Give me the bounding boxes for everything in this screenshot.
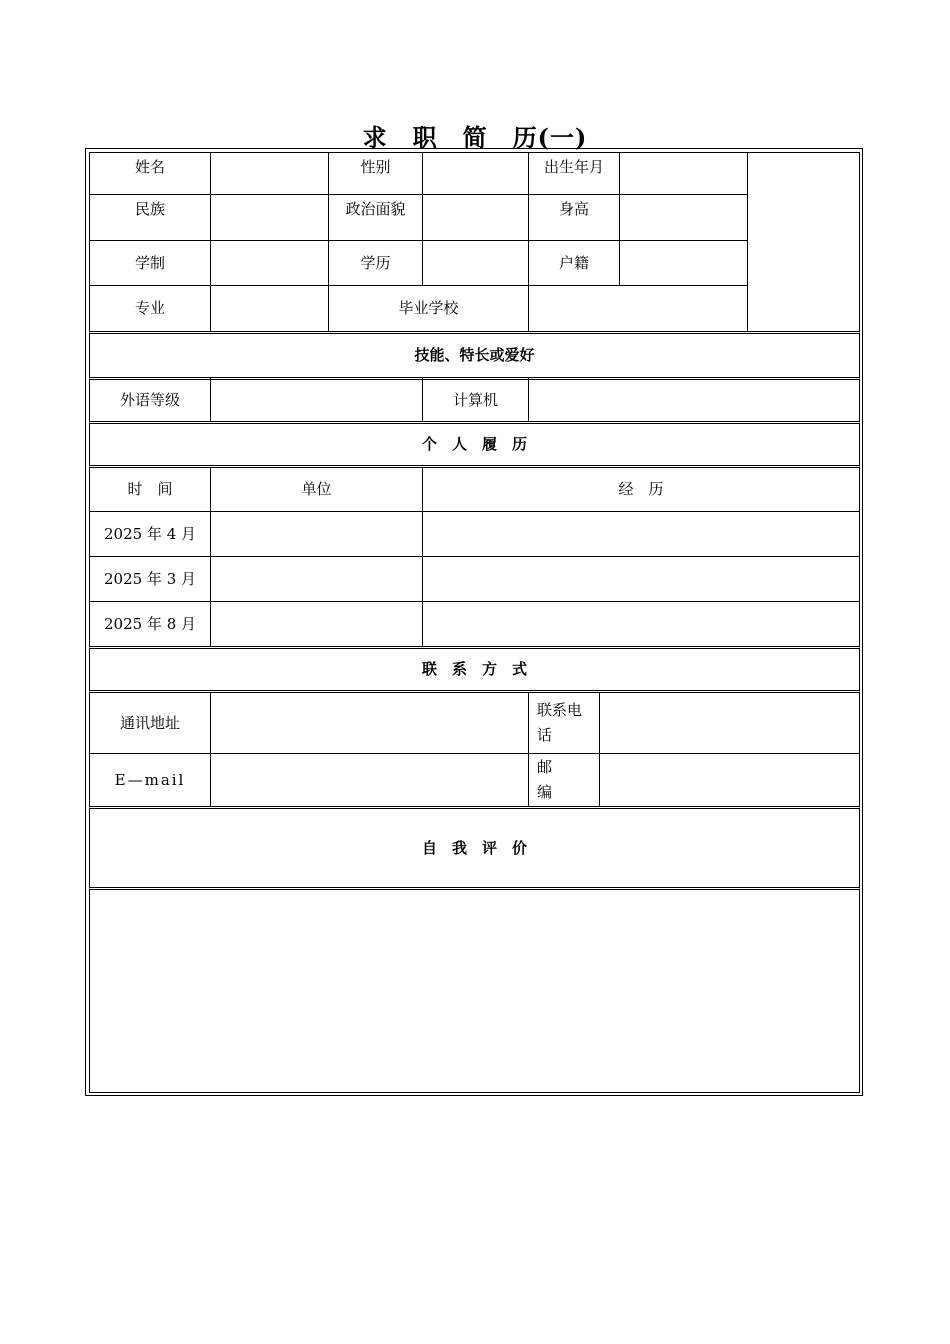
history-exp-2[interactable] xyxy=(422,556,860,602)
label-phone: 联系电 话 xyxy=(528,692,600,754)
photo-box[interactable] xyxy=(747,152,860,332)
field-phone[interactable] xyxy=(599,692,860,754)
skills-heading: 技能、特长或爱好 xyxy=(89,331,860,378)
history-exp-1[interactable] xyxy=(422,511,860,557)
label-height: 身高 xyxy=(528,194,620,241)
history-exp-3[interactable] xyxy=(422,601,860,647)
field-major[interactable] xyxy=(210,285,329,332)
label-email: E—mail xyxy=(89,753,211,807)
col-experience: 经 历 xyxy=(422,467,860,512)
label-computer: 计算机 xyxy=(422,377,529,422)
history-time-3: 2025 年 8 月 xyxy=(89,601,211,647)
label-birth: 出生年月 xyxy=(528,152,620,195)
label-address: 通讯地址 xyxy=(89,692,211,754)
self-eval-field[interactable] xyxy=(89,889,860,1093)
label-gender: 性别 xyxy=(328,152,423,195)
label-hukou: 户籍 xyxy=(528,240,620,286)
history-unit-2[interactable] xyxy=(210,556,423,602)
field-birth[interactable] xyxy=(619,152,748,195)
field-language[interactable] xyxy=(210,377,423,422)
history-time-2: 2025 年 3 月 xyxy=(89,556,211,602)
label-language: 外语等级 xyxy=(89,377,211,422)
field-school[interactable] xyxy=(528,285,748,332)
field-email[interactable] xyxy=(210,753,529,807)
history-heading: 个 人 履 历 xyxy=(89,421,860,468)
label-school: 毕业学校 xyxy=(328,285,529,332)
field-postcode[interactable] xyxy=(599,753,860,807)
field-education[interactable] xyxy=(422,240,529,286)
field-schooling[interactable] xyxy=(210,240,329,286)
label-major: 专业 xyxy=(89,285,211,332)
resume-table xyxy=(85,148,863,1096)
label-politics: 政治面貌 xyxy=(328,194,423,241)
self-eval-heading: 自 我 评 价 xyxy=(89,806,860,890)
field-height[interactable] xyxy=(619,194,748,241)
field-gender[interactable] xyxy=(422,152,529,195)
label-education: 学历 xyxy=(328,240,423,286)
col-unit: 单位 xyxy=(210,467,423,512)
label-postcode: 邮 编 xyxy=(528,753,600,807)
history-time-1: 2025 年 4 月 xyxy=(89,511,211,557)
field-ethnicity[interactable] xyxy=(210,194,329,241)
field-hukou[interactable] xyxy=(619,240,748,286)
field-computer[interactable] xyxy=(528,377,860,422)
label-schooling: 学制 xyxy=(89,240,211,286)
col-time: 时 间 xyxy=(89,467,211,512)
history-unit-3[interactable] xyxy=(210,601,423,647)
field-name[interactable] xyxy=(210,152,329,195)
history-unit-1[interactable] xyxy=(210,511,423,557)
label-name: 姓名 xyxy=(89,152,211,195)
label-ethnicity: 民族 xyxy=(89,194,211,241)
contact-heading: 联 系 方 式 xyxy=(89,646,860,693)
field-politics[interactable] xyxy=(422,194,529,241)
field-address[interactable] xyxy=(210,692,529,754)
page-title: 求 职 简 历(一) xyxy=(362,123,588,152)
